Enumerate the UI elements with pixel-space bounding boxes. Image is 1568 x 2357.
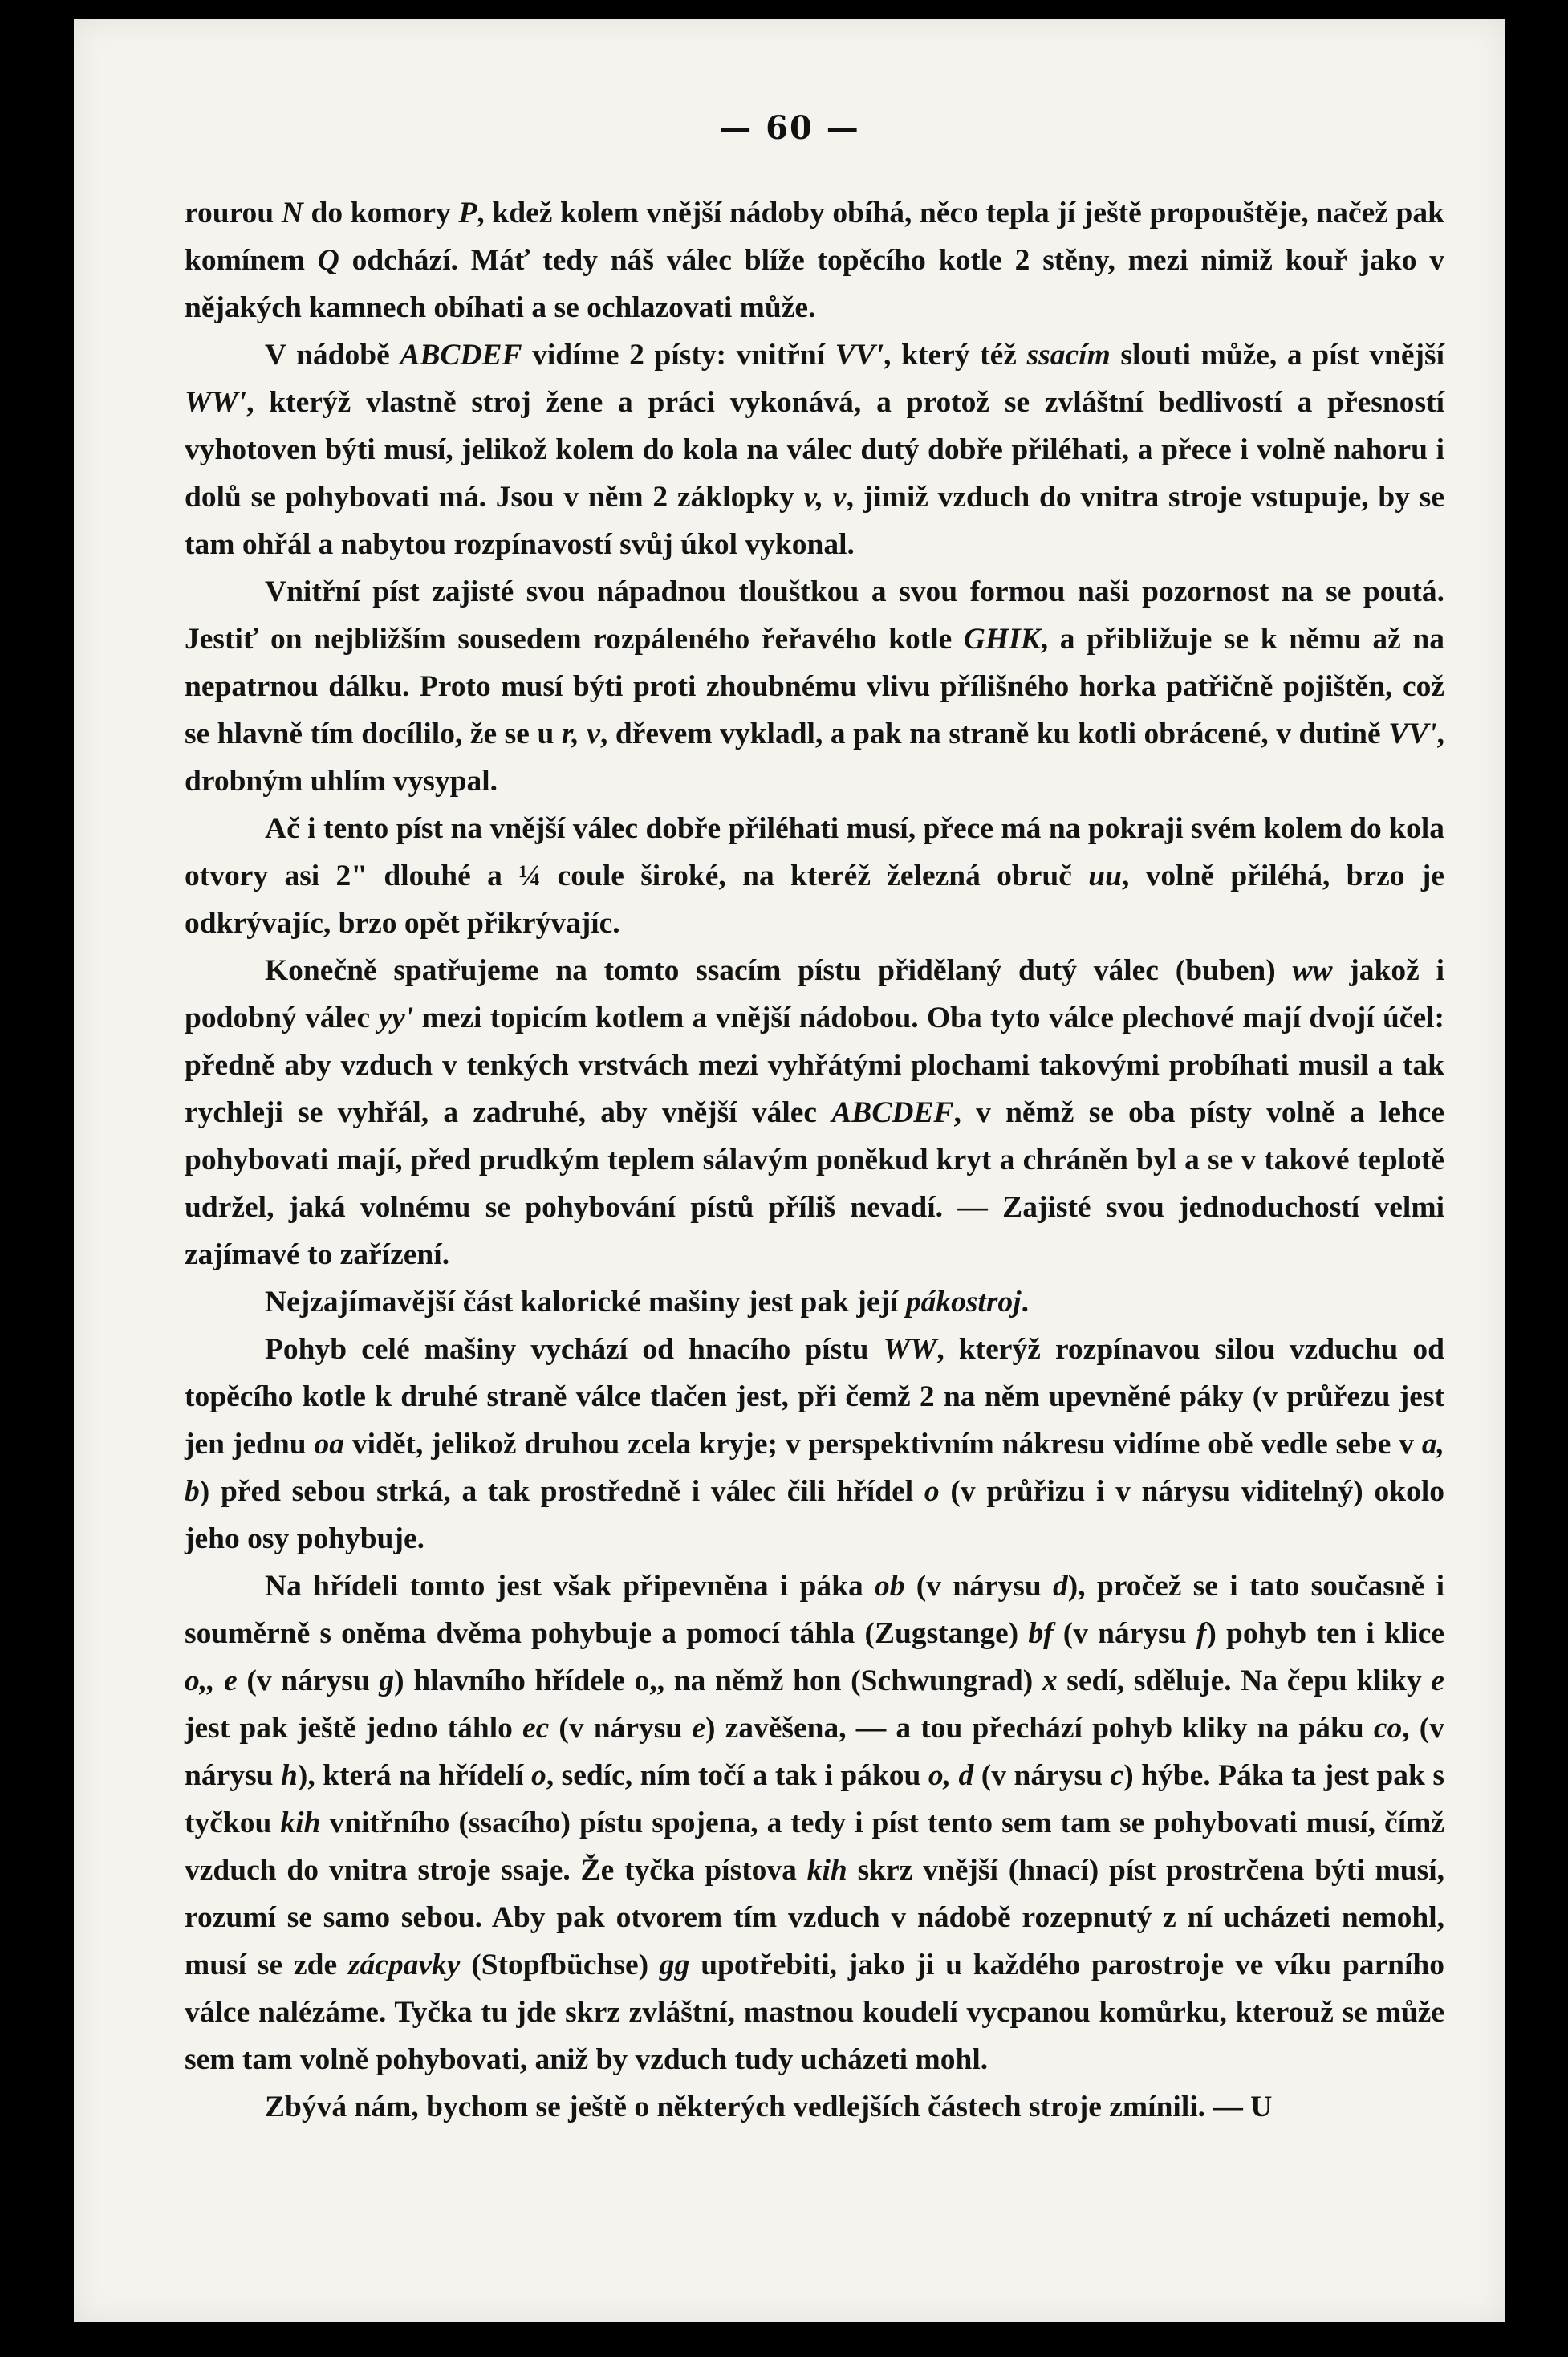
italic-term: o xyxy=(924,1475,940,1508)
text-run: , drobným uhlím vysypal. xyxy=(185,717,1445,798)
text-run: , kterýž rozpínavou silou vzduchu od topěcího kotle k druhé straně válce tlačen jest, při čemž 2 na něm upevněné páky (v průřezu jest jen jednu xyxy=(185,1333,1444,1461)
text-run: upotřebiti, jako ji u každého parostroje ve víku parního válce nalézáme. Tyčka tu jde skrz zvláštní, mastnou koudelí vycpanou komůrku, kterouž se může sem tam volně pohybovati, aniž by vzduch tudy ucházeti mohl. xyxy=(185,1949,1444,2076)
italic-term: g xyxy=(379,1664,395,1697)
text-run: , sedíc, ním točí a tak i pákou xyxy=(546,1759,928,1792)
text-run: Zbývá nám, bychom se ještě o některých vedlejších částech stroje zmínili. — U xyxy=(265,2091,1273,2123)
text-run: vidíme 2 písty: vnitřní xyxy=(522,339,835,372)
text-run: Vnitřní píst zajisté svou nápadnou tlouštkou a svou formou naši pozornost na se poutá. Jestiť on nejbližším sousedem rozpáleného řeřavého kotle xyxy=(185,575,1444,656)
paragraph xyxy=(185,947,1444,1278)
text-run: , volně přiléhá, brzo je odkrývajíc, brzo opět přikrývajíc. xyxy=(185,859,1444,940)
text-run: ) hýbe. Páka ta jest pak s tyčkou xyxy=(185,1759,1445,1839)
italic-term: bf xyxy=(1028,1617,1054,1650)
text-run: sedí, sděluje. Na čepu kliky xyxy=(1057,1664,1432,1697)
italic-term: VV' xyxy=(835,339,884,372)
text-run: , kdež kolem vnější nádoby obíhá, něco tepla jí ještě propouštěje, načež pak komínem xyxy=(185,197,1445,277)
text-run: rourou xyxy=(185,197,282,230)
book-page xyxy=(74,19,1505,2322)
italic-term: zácpavky xyxy=(347,1949,461,1981)
text-run: V nádobě xyxy=(265,339,400,372)
italic-term: e xyxy=(692,1712,706,1745)
italic-term: v, v xyxy=(803,481,847,514)
italic-term: Q xyxy=(317,244,339,277)
italic-term: d xyxy=(1053,1570,1068,1603)
text-run: , jimiž vzduch do vnitra stroje vstupuje, by se tam ohřál a nabytou rozpínavostí svůj úkol vykonal. xyxy=(185,481,1444,561)
text-run: , a přibližuje se k němu až na nepatrnou dálku. Proto musí býti proti zhoubnému vlivu přílišného horka patřičně pojištěn, což se hlavně tím docílilo, že se u xyxy=(185,623,1444,750)
text-run: jakož i podobný válec xyxy=(185,954,1444,1034)
italic-term: P xyxy=(458,197,477,230)
text-run: Konečně spatřujeme na tomto ssacím pístu přidělaný dutý válec (buben) xyxy=(265,954,1293,987)
text-run: ) pohyb ten i klice xyxy=(1206,1617,1444,1650)
text-run: (v nárysu xyxy=(237,1664,380,1697)
text-run: mezi topicím kotlem a vnější nádobou. Oba tyto válce plechové mají dvojí účel: předně aby vzduch v tenkých vrstvách mezi vyhřátými plochami takovými probíhati musil a tak rychleji se vyhřál, a zadruhé, aby vnější válec xyxy=(185,1002,1444,1129)
text-run: Ač i tento píst na vnější válec dobře přiléhati musí, přece má na pokraji svém kolem do kola otvory asi 2" dlouhé a ¼ coule široké, na kteréž železná obruč xyxy=(185,812,1444,892)
paragraph xyxy=(185,568,1444,805)
text-run: , kterýž vlastně stroj žene a práci vykonává, a protož se zvláštní bedlivostí a přesností vyhotoven býti musí, jelikož kolem do kola na válec dutý dobře přiléhati, a přece i volně nahoru i dolů se pohybovati má. Jsou v něm 2 záklopky xyxy=(185,386,1444,514)
text-run: skrz vnější (hnací) píst prostrčena býti musí, rozumí se samo sebou. Aby pak otvorem tím vzduch v nádobě rozepnutý z ní ucházeti nemohl, musí se zde xyxy=(185,1854,1444,1981)
text-run: ) před sebou strká, a tak prostředně i válec čili hřídel xyxy=(199,1475,924,1508)
paragraph xyxy=(185,331,1444,568)
italic-term: r, v xyxy=(561,717,600,750)
text-run: vnitřního (ssacího) pístu spojena, a tedy i píst tento sem tam se pohybovati musí, čímž vzduch do vnitra stroje ssaje. Že tyčka pístova xyxy=(185,1806,1445,1887)
text-run: Na hřídeli tomto jest však připevněna i páka xyxy=(265,1570,875,1603)
paragraph xyxy=(185,1278,1444,1326)
italic-term: gg xyxy=(659,1949,690,1981)
italic-term: c xyxy=(1110,1759,1124,1792)
italic-term: ec xyxy=(522,1712,550,1745)
italic-term: N xyxy=(281,197,303,230)
italic-term: ob xyxy=(875,1570,905,1603)
text-run: , který též xyxy=(884,339,1027,372)
body-text xyxy=(185,189,1444,2131)
text-run: do komory xyxy=(303,197,459,230)
paragraph xyxy=(185,189,1444,331)
italic-term: a, b xyxy=(185,1428,1444,1508)
text-run: ) hlavního hřídele o,, na němž hon (Schwungrad) xyxy=(394,1664,1042,1697)
italic-term: kih xyxy=(280,1806,321,1839)
text-run: (v nárysu xyxy=(973,1759,1111,1792)
italic-term: WW' xyxy=(185,386,247,419)
italic-term: e xyxy=(1431,1664,1444,1697)
italic-term: uu xyxy=(1088,859,1122,892)
text-run: slouti může, a píst vnější xyxy=(1110,339,1444,372)
text-run: Nejzajímavější část kalorické mašiny jest pak její xyxy=(265,1286,906,1319)
italic-term: WW xyxy=(883,1333,937,1366)
paragraph xyxy=(185,805,1444,947)
italic-term: yy' xyxy=(378,1002,414,1034)
paragraph xyxy=(185,1326,1444,1563)
text-run: , v němž se oba písty volně a lehce pohybovati mají, před prudkým teplem sálavým poněkud kryt a chráněn byl a se v takové teplotě udržel, jaká volnému se pohybování pístů příliš nevadí. — Zajisté svou jednoduchostí velmi zajímavé to zařízení. xyxy=(185,1096,1444,1271)
italic-term: ww xyxy=(1292,954,1333,987)
text-run: , dřevem vykladl, a pak na straně ku kotli obrácené, v dutině xyxy=(599,717,1389,750)
text-run: (v průřizu i v nárysu viditelný) okolo jeho osy pohybuje. xyxy=(185,1475,1444,1555)
italic-term: ABCDEF xyxy=(400,339,522,372)
paragraph xyxy=(185,1563,1444,2083)
text-run: . xyxy=(1021,1286,1029,1319)
text-run: ) zavěšena, — a tou přechází pohyb kliky na páku xyxy=(705,1712,1374,1745)
italic-term: co xyxy=(1373,1712,1403,1745)
italic-term: kih xyxy=(806,1854,847,1887)
italic-term: o,, e xyxy=(185,1664,238,1697)
text-run: , (v nárysu xyxy=(185,1712,1445,1792)
text-run: (Stopfbüchse) xyxy=(460,1949,660,1981)
italic-term: h xyxy=(280,1759,298,1792)
text-run: Pohyb celé mašiny vychází od hnacího pístu xyxy=(265,1333,884,1366)
text-run: ), pročež se i tato současně i souměrně s oněma dvěma pohybuje a pomocí táhla (Zugstange) xyxy=(185,1570,1445,1650)
italic-term: o xyxy=(531,1759,546,1792)
page-number: — 60 — xyxy=(719,109,860,147)
text-run: vidět, jelikož druhou zcela kryje; v perspektivním nákresu vidíme obě vedle sebe v xyxy=(343,1428,1422,1461)
text-run: jest pak ještě jedno táhlo xyxy=(185,1712,523,1745)
italic-term: ABCDEF xyxy=(831,1096,954,1129)
text-run: ), která na hřídelí xyxy=(297,1759,531,1792)
italic-term: VV' xyxy=(1388,717,1437,750)
italic-term: GHIK xyxy=(963,623,1041,656)
text-run: (v nárysu xyxy=(904,1570,1054,1603)
italic-term: pákostroj xyxy=(905,1286,1022,1319)
italic-term: o, d xyxy=(928,1759,974,1792)
paragraph xyxy=(185,2083,1444,2131)
text-run: odchází. Máť tedy náš válec blíže topěcího kotle 2 stěny, mezi nimiž kouř jako v nějakých kamnech obíhati a se ochlazovati může. xyxy=(185,244,1444,324)
italic-term: f xyxy=(1196,1617,1207,1650)
italic-term: ssacím xyxy=(1026,339,1111,372)
text-run: (v nárysu xyxy=(549,1712,693,1745)
italic-term: oa xyxy=(314,1428,344,1461)
italic-term: x xyxy=(1042,1664,1058,1697)
text-run: (v nárysu xyxy=(1053,1617,1196,1650)
